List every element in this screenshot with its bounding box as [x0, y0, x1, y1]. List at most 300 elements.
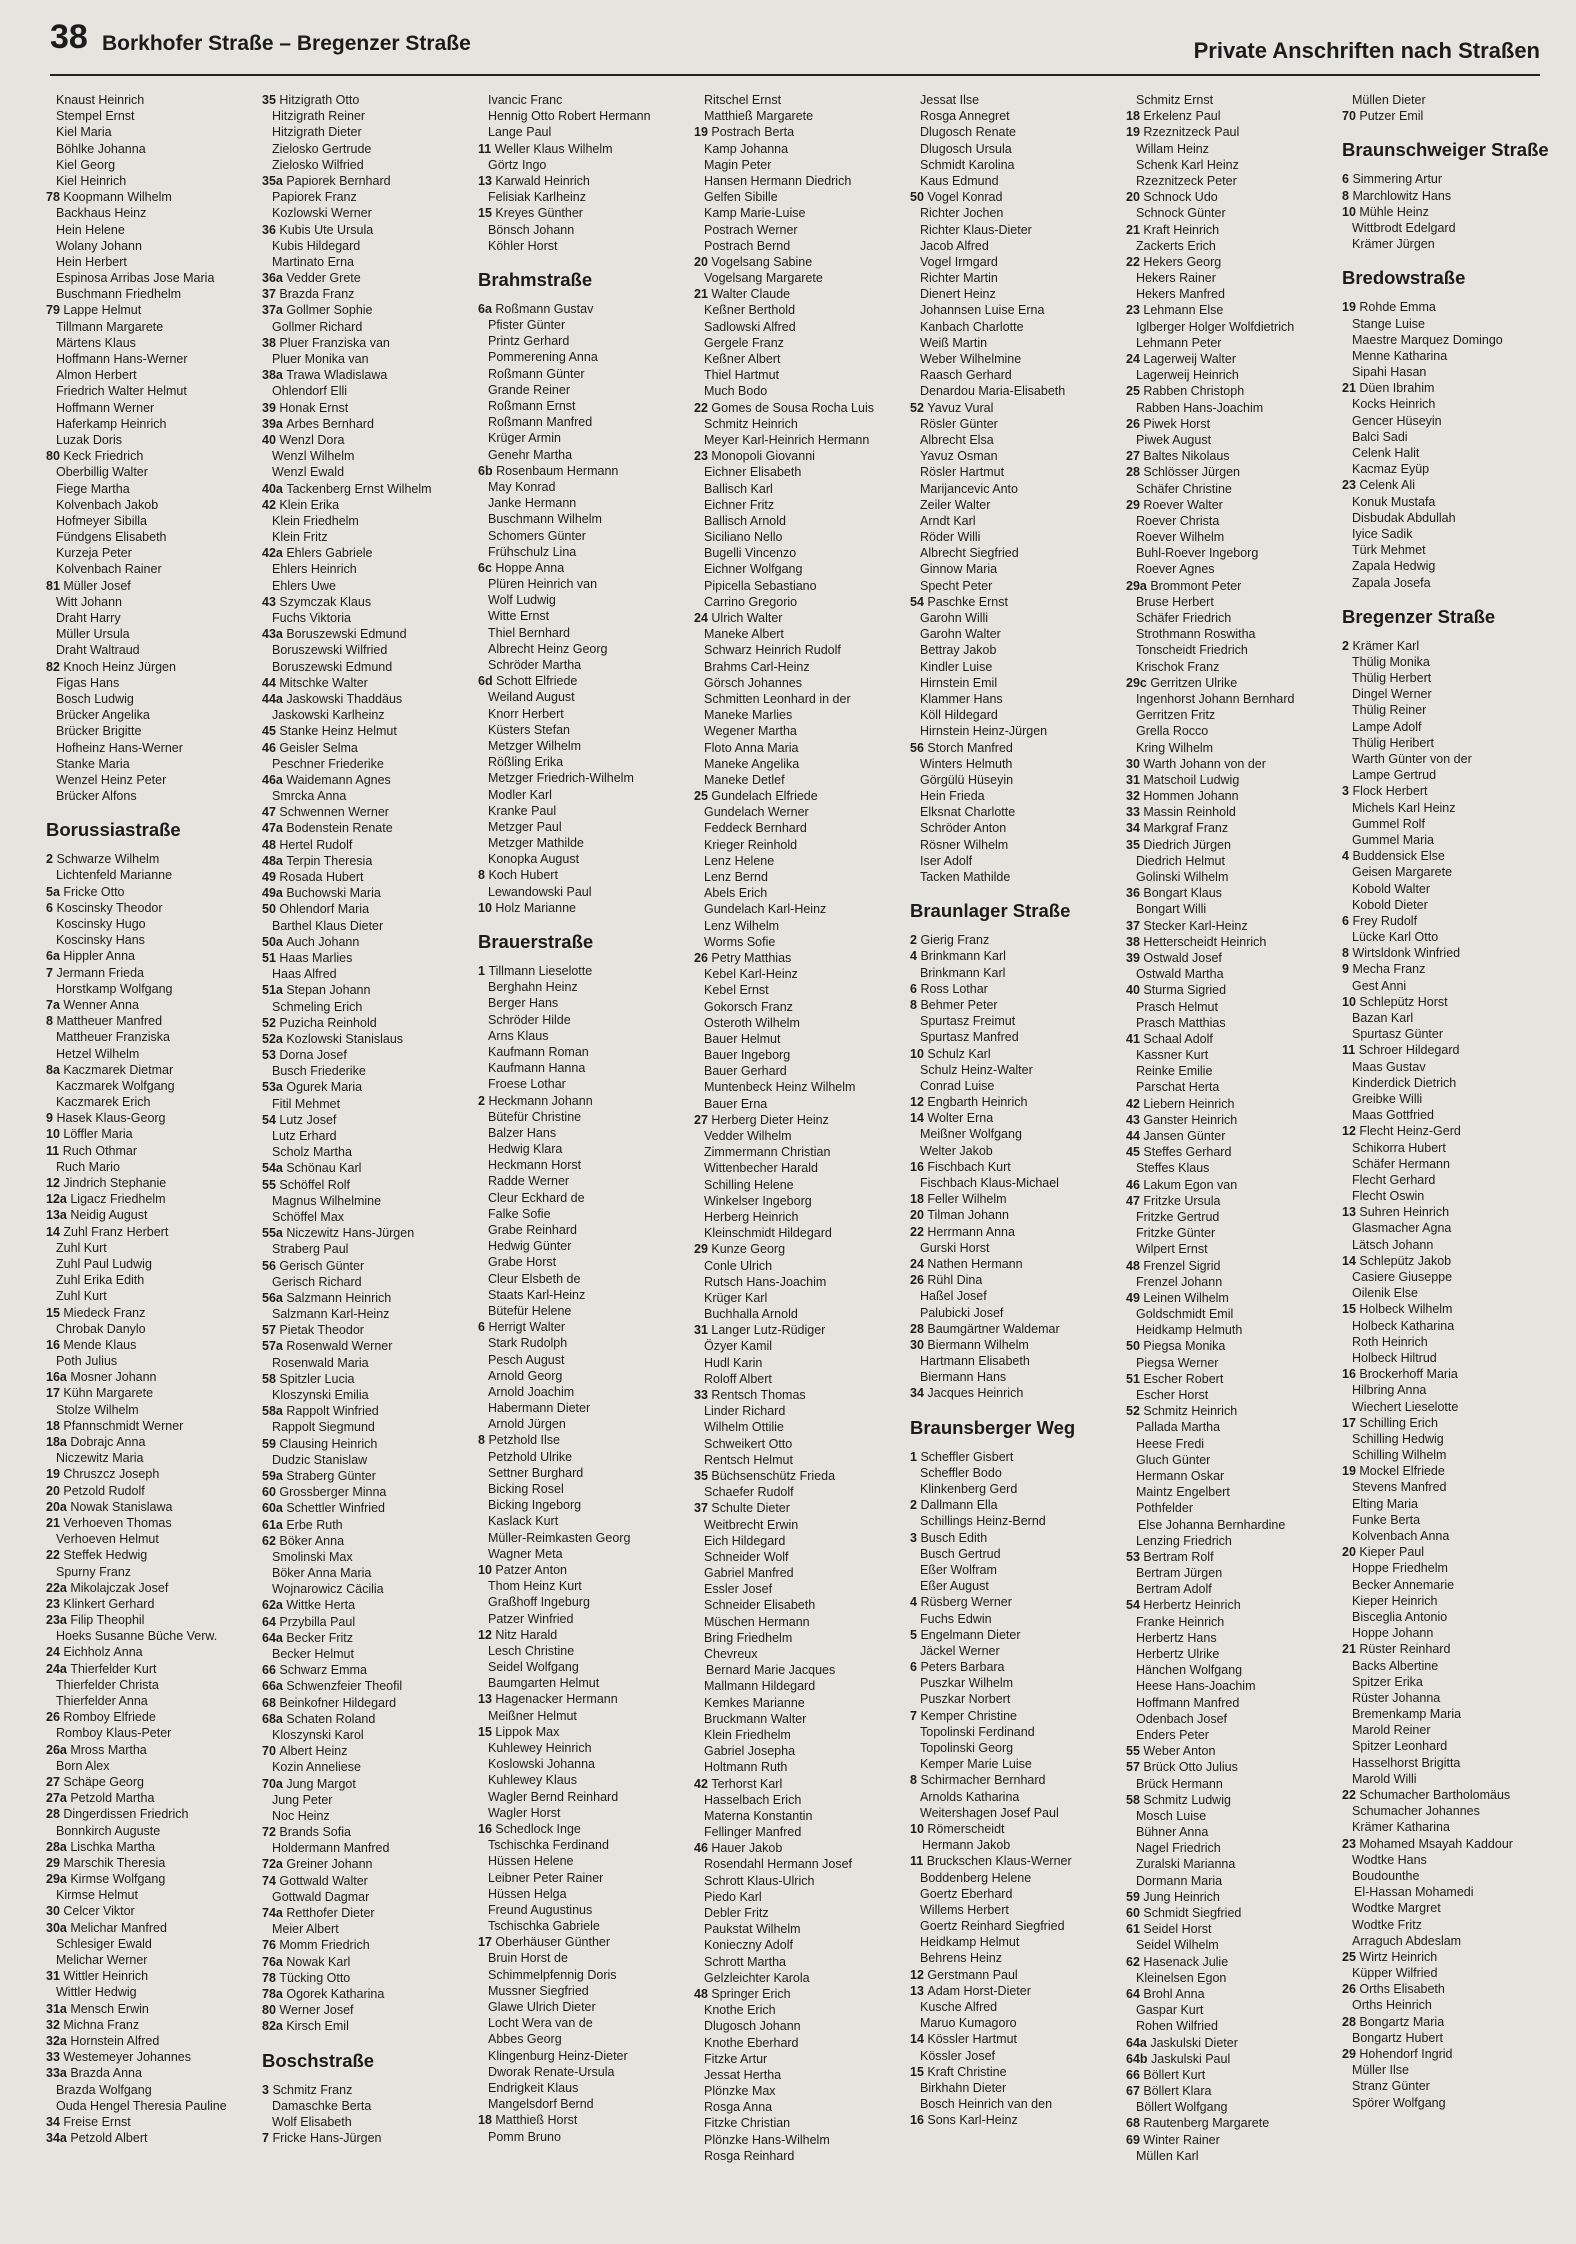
resident-name: Lippok Max — [495, 1724, 560, 1739]
resident-name: Wenzl Wilhelm — [272, 449, 355, 464]
resident-name: Dingerdissen Friedrich — [63, 1807, 189, 1822]
resident-name: Wittbrodt Edelgard — [1352, 220, 1456, 235]
address-entry — [694, 642, 904, 658]
resident-name: Kolvenbach Jakob — [56, 497, 159, 512]
address-entry — [1342, 1431, 1552, 1447]
address-entry — [478, 1659, 688, 1675]
address-entry — [1342, 1188, 1552, 1204]
resident-name: Zackerts Erich — [1136, 238, 1216, 253]
address-entry — [262, 1776, 472, 1792]
address-entry — [262, 1047, 472, 1063]
resident-name: Bongartz Hubert — [1352, 2030, 1444, 2045]
resident-name: Albrecht Siegfried — [920, 546, 1019, 561]
address-entry — [478, 205, 688, 221]
address-entry — [910, 1353, 1120, 1369]
address-entry — [262, 1824, 472, 1840]
house-number: 39a — [262, 416, 287, 431]
resident-name: Knoch Heinz Jürgen — [63, 659, 176, 674]
resident-name: Lischka Martha — [70, 1839, 156, 1854]
address-entry — [910, 286, 1120, 302]
address-entry — [1126, 1808, 1336, 1824]
resident-name: Papiorek Franz — [272, 190, 357, 205]
address-entry — [1342, 2046, 1552, 2062]
resident-name: Buschmann Friedhelm — [56, 287, 182, 302]
address-entry — [1342, 1463, 1552, 1479]
house-number: 35 — [262, 93, 280, 107]
resident-name: Kemper Christine — [920, 1708, 1018, 1723]
house-number: 13 — [1342, 1205, 1360, 1220]
house-number: 4 — [1342, 849, 1353, 864]
resident-name: Verhoeven Helmut — [56, 1532, 159, 1547]
resident-name: Ulrich Walter — [711, 611, 783, 625]
street-heading: Braunlager Straße — [910, 900, 1071, 922]
house-number: 36 — [1126, 886, 1144, 901]
house-number: 53a — [262, 1080, 287, 1095]
resident-name: Roth Heinrich — [1352, 1334, 1428, 1349]
resident-name: Klammer Hans — [920, 691, 1003, 706]
resident-name: Rosga Annegret — [920, 109, 1010, 124]
resident-name: Albrecht Elsa — [920, 432, 994, 447]
resident-name: Celenk Halit — [1352, 446, 1420, 460]
resident-name: Bruckschen Klaus-Werner — [926, 1854, 1072, 1869]
resident-name: Bugelli Vincenzo — [704, 546, 797, 561]
resident-name: Celcer Viktor — [63, 1904, 135, 1919]
address-entry — [478, 1870, 688, 1886]
resident-name: Boddenberg Helene — [920, 1870, 1032, 1885]
resident-name: Flecht Gerhard — [1352, 1172, 1436, 1187]
address-entry — [478, 495, 688, 511]
address-entry — [694, 254, 904, 270]
address-entry — [478, 1109, 688, 1125]
address-entry — [478, 222, 688, 238]
address-entry — [1342, 945, 1552, 961]
house-number: 20 — [910, 1208, 928, 1223]
house-number: 59a — [262, 1468, 287, 1483]
house-number: 55 — [262, 1177, 280, 1192]
resident-name: Barthel Klaus Dieter — [272, 918, 384, 933]
resident-name: Piwek Horst — [1143, 416, 1211, 431]
address-entry — [910, 2112, 1120, 2128]
resident-name: Cleur Eckhard de — [488, 1190, 585, 1205]
resident-name: Lewandowski Paul — [488, 884, 592, 899]
resident-name: Behrens Heinz — [920, 1951, 1002, 1966]
house-number: 47a — [262, 821, 287, 836]
address-entry — [910, 383, 1120, 399]
resident-name: Froese Lothar — [488, 1077, 566, 1092]
resident-name: Rabben Christoph — [1143, 384, 1245, 399]
resident-name: Sadlowski Alfred — [704, 319, 796, 334]
address-entry — [1126, 804, 1336, 820]
resident-name: Wojnarowicz Cäcilia — [272, 1582, 384, 1597]
resident-name: Zapala Hedwig — [1352, 559, 1436, 574]
address-entry — [46, 1207, 256, 1223]
address-entry — [694, 1954, 904, 1970]
house-number: 56a — [262, 1290, 287, 1305]
resident-name: Bettray Jakob — [920, 643, 997, 658]
address-entry — [478, 1157, 688, 1173]
resident-name: Diedrich Jürgen — [1143, 837, 1231, 852]
house-number: 23 — [1126, 303, 1144, 318]
house-number: 44a — [262, 691, 287, 706]
house-number: 21 — [694, 287, 712, 302]
address-entry — [46, 2033, 256, 2049]
address-entry — [910, 1078, 1120, 1094]
address-entry — [478, 1578, 688, 1594]
address-entry — [46, 1288, 256, 1304]
resident-name: Maruo Kumagoro — [920, 2016, 1017, 2031]
address-entry — [694, 820, 904, 836]
address-entry — [694, 432, 904, 448]
house-number: 34 — [46, 2114, 64, 2129]
house-number: 20 — [1126, 190, 1144, 205]
resident-name: Kiel Heinrich — [56, 173, 127, 188]
address-entry — [1126, 772, 1336, 788]
resident-name: Albrecht Heinz Georg — [488, 641, 608, 656]
address-entry — [478, 851, 688, 867]
resident-name: Backs Albertine — [1352, 1658, 1439, 1673]
resident-name: Raasch Gerhard — [920, 368, 1012, 383]
resident-name: Rösner Wilhelm — [920, 837, 1009, 852]
resident-name: Schmitz Heinrich — [704, 416, 798, 431]
address-entry — [46, 1159, 256, 1175]
resident-name: Schlesiger Ewald — [56, 1936, 152, 1951]
address-entry — [694, 869, 904, 885]
house-number: 51a — [262, 983, 287, 998]
address-entry — [1126, 1047, 1336, 1063]
address-entry — [46, 740, 256, 756]
address-entry — [46, 2082, 256, 2098]
address-entry — [1126, 901, 1336, 917]
resident-name: Gottwald Dagmar — [272, 1889, 370, 1904]
resident-name: Rühl Dina — [927, 1273, 983, 1288]
address-entry — [46, 189, 256, 205]
resident-name: Eichner Elisabeth — [704, 465, 802, 480]
resident-name: Stolze Wilhelm — [56, 1402, 139, 1417]
address-entry — [1342, 1738, 1552, 1754]
house-number: 45 — [262, 724, 280, 739]
resident-name: Gluch Günter — [1136, 1452, 1211, 1467]
resident-name: Kebel Karl-Heinz — [704, 967, 798, 982]
resident-name: Rosga Reinhard — [704, 2148, 795, 2163]
resident-name: Witte Ernst — [488, 609, 550, 624]
address-entry — [910, 2015, 1120, 2031]
house-number: 3 — [262, 2082, 273, 2097]
address-entry — [910, 1240, 1120, 1256]
address-entry — [910, 869, 1120, 885]
resident-name: Marold Willi — [1352, 1771, 1417, 1786]
address-entry — [910, 464, 1120, 480]
address-entry — [478, 738, 688, 754]
address-entry — [478, 317, 688, 333]
resident-name: Jessat Hertha — [704, 2067, 782, 2082]
resident-name: Mikolajczak Josef — [70, 1580, 169, 1595]
resident-name: Maneke Angelika — [704, 756, 800, 771]
resident-name: Busch Friederike — [272, 1064, 366, 1079]
resident-name: Stecker Karl-Heinz — [1143, 918, 1248, 933]
house-number: 2 — [910, 933, 921, 948]
resident-name: Gergele Franz — [704, 335, 784, 350]
address-entry — [910, 1062, 1120, 1078]
resident-name: Lehmann Peter — [1136, 335, 1222, 350]
resident-name: Seidel Horst — [1143, 1922, 1212, 1937]
address-entry — [694, 1759, 904, 1775]
house-number: 8 — [478, 1433, 489, 1448]
resident-name: Kindler Luise — [920, 659, 993, 674]
address-entry — [46, 1644, 256, 1660]
resident-name: Printz Gerhard — [488, 334, 570, 349]
resident-name: Karwald Heinrich — [495, 173, 590, 188]
house-number: 24 — [910, 1256, 928, 1271]
resident-name: Falke Sofie — [488, 1206, 551, 1221]
resident-name: Abels Erich — [704, 886, 768, 901]
resident-name: Jung Margot — [286, 1776, 356, 1791]
resident-name: Conle Ulrich — [704, 1258, 773, 1273]
address-entry — [694, 1419, 904, 1435]
address-entry — [694, 141, 904, 157]
address-entry — [1126, 157, 1336, 173]
resident-name: Ogorek Katharina — [286, 1986, 385, 2001]
address-entry — [262, 804, 472, 820]
address-entry — [46, 1369, 256, 1385]
resident-name: Modler Karl — [488, 787, 552, 802]
house-number: 78 — [46, 190, 64, 205]
house-number: 57 — [262, 1323, 280, 1338]
house-number: 22 — [1342, 1788, 1360, 1802]
house-number: 18 — [1126, 109, 1144, 124]
resident-name: Paschke Ernst — [927, 594, 1008, 609]
address-entry — [46, 222, 256, 238]
resident-name: Klein Erika — [279, 497, 340, 512]
address-entry — [1126, 497, 1336, 513]
address-entry — [478, 625, 688, 641]
address-entry — [694, 804, 904, 820]
resident-name: Rzeznitzeck Peter — [1136, 173, 1237, 188]
resident-name: Rautenberg Margarete — [1143, 2116, 1270, 2131]
resident-name: Hasek Klaus-Georg — [56, 1111, 166, 1126]
house-number: 15 — [478, 1724, 496, 1739]
resident-name: Pommerening Anna — [488, 350, 598, 365]
resident-name: Schumacher Bartholomäus — [1359, 1788, 1511, 1802]
address-entry — [694, 1241, 904, 1257]
resident-name: Herrmann Anna — [927, 1224, 1015, 1239]
house-number: 26 — [1342, 1982, 1360, 1997]
address-entry — [46, 1758, 256, 1774]
address-entry — [478, 447, 688, 463]
address-entry — [1126, 1759, 1336, 1775]
address-entry — [1126, 1436, 1336, 1452]
address-entry — [46, 2049, 256, 2065]
resident-name: Seidel Wolfgang — [488, 1660, 579, 1675]
resident-name: Bruckmann Walter — [704, 1711, 807, 1726]
address-entry — [478, 1724, 688, 1740]
house-number: 5 — [910, 1627, 921, 1642]
address-entry — [262, 1695, 472, 1711]
resident-name: Brinkmann Karl — [920, 949, 1006, 964]
resident-name: Lutz Josef — [279, 1112, 337, 1127]
address-entry — [1342, 1399, 1552, 1415]
resident-name: Lehmann Else — [1143, 303, 1224, 318]
resident-name: Lampe Gertrud — [1352, 768, 1437, 783]
address-columns — [46, 92, 1552, 2212]
resident-name: Pipicella Sebastiano — [704, 578, 817, 593]
address-entry — [910, 1772, 1120, 1788]
address-entry — [46, 367, 256, 383]
house-number: 62a — [262, 1598, 287, 1613]
address-entry — [478, 1530, 688, 1546]
house-number: 6 — [1342, 913, 1353, 928]
resident-name: Gelfen Sibille — [704, 190, 778, 205]
address-entry — [694, 691, 904, 707]
address-entry — [694, 1063, 904, 1079]
resident-name: Kirsch Emil — [286, 2019, 349, 2034]
resident-name: Steffes Klaus — [1136, 1161, 1210, 1176]
house-number: 61a — [262, 1517, 287, 1532]
address-entry — [262, 173, 472, 189]
address-entry — [262, 1128, 472, 1144]
address-entry — [1342, 1091, 1552, 1107]
house-number: 49 — [262, 870, 280, 884]
address-entry — [694, 2083, 904, 2099]
address-entry — [1126, 2002, 1336, 2018]
house-number: 21 — [1342, 381, 1360, 396]
resident-name: Brockerhoff Maria — [1359, 1367, 1458, 1382]
house-number: 33 — [1126, 805, 1144, 820]
address-entry — [46, 2017, 256, 2033]
address-entry — [1342, 1560, 1552, 1576]
resident-name: Wiechert Lieselotte — [1352, 1399, 1459, 1414]
house-number: 74a — [262, 1906, 287, 1920]
house-number: 6a — [478, 301, 496, 316]
address-entry — [1342, 1447, 1552, 1463]
address-entry — [46, 1936, 256, 1952]
address-entry — [1342, 1949, 1552, 1965]
resident-name: Schröder Anton — [920, 821, 1007, 836]
resident-name: Graßhoff Ingeburg — [488, 1595, 590, 1610]
resident-name: Roßmann Gustav — [495, 301, 594, 316]
house-number: 12 — [478, 1627, 496, 1642]
address-entry — [478, 2048, 688, 2064]
address-entry — [694, 934, 904, 950]
resident-name: Pfister Günter — [488, 318, 566, 333]
resident-name: Kaczmarek Wolfgang — [56, 1078, 175, 1093]
resident-name: Görgülü Hüseyin — [920, 772, 1014, 787]
address-entry — [1126, 1322, 1336, 1338]
address-entry — [262, 1403, 472, 1419]
resident-name: Holtmann Ruth — [704, 1760, 788, 1775]
address-entry — [1126, 92, 1336, 108]
house-number: 1 — [910, 1449, 921, 1464]
resident-name: Krischok Franz — [1136, 659, 1220, 674]
address-entry — [1126, 740, 1336, 756]
house-number: 78 — [262, 1970, 280, 1985]
house-number: 8 — [910, 997, 921, 1012]
address-entry — [1342, 864, 1552, 880]
address-entry — [694, 837, 904, 853]
address-entry — [478, 398, 688, 414]
resident-name: Pesch August — [488, 1352, 565, 1367]
resident-name: Spitzler Lucia — [279, 1371, 355, 1386]
resident-name: Suhren Heinrich — [1359, 1205, 1450, 1220]
address-entry — [1342, 1965, 1552, 1981]
address-entry — [910, 1481, 1120, 1497]
house-number: 1 — [478, 964, 489, 978]
address-entry — [46, 270, 256, 286]
house-number: 6 — [910, 1660, 921, 1675]
address-entry — [694, 707, 904, 723]
address-entry — [694, 740, 904, 756]
resident-name: Franke Heinrich — [1136, 1614, 1225, 1629]
address-entry — [46, 1046, 256, 1062]
resident-name: Buchhalla Arnold — [704, 1307, 798, 1322]
address-entry — [1126, 1711, 1336, 1727]
address-entry — [910, 1305, 1120, 1321]
address-entry — [46, 1224, 256, 1240]
resident-name: Schrott Klaus-Ulrich — [704, 1873, 815, 1888]
resident-name: Gerritzen Ulrike — [1150, 675, 1238, 690]
resident-name: Köll Hildegard — [920, 708, 998, 723]
address-entry — [262, 1856, 472, 1872]
address-entry — [262, 1954, 472, 1970]
address-entry — [910, 1159, 1120, 1175]
resident-name: Müller-Reimkasten Georg — [488, 1530, 631, 1545]
address-entry — [694, 222, 904, 238]
address-entry — [1342, 299, 1552, 315]
resident-name: Spurny Franz — [56, 1564, 132, 1579]
address-entry — [46, 1418, 256, 1434]
address-entry — [694, 1565, 904, 1581]
address-entry — [478, 124, 688, 140]
house-number: 26 — [46, 1710, 64, 1725]
house-number: 37 — [1126, 918, 1144, 933]
resident-name: Kloszynski Karol — [272, 1727, 364, 1742]
house-number: 2 — [910, 1498, 921, 1513]
address-entry — [1126, 189, 1336, 205]
resident-name: Rosendahl Hermann Josef — [704, 1857, 852, 1872]
resident-name: Worms Sofie — [704, 934, 776, 949]
address-entry — [478, 1271, 688, 1287]
address-entry — [694, 1452, 904, 1468]
address-entry — [46, 1272, 256, 1288]
address-entry — [46, 1385, 256, 1401]
resident-name: Hedwig Klara — [488, 1142, 563, 1157]
resident-name: Nagel Friedrich — [1136, 1841, 1221, 1856]
resident-name: Buchowski Maria — [286, 886, 381, 901]
address-entry — [1126, 885, 1336, 901]
resident-name: Albert Heinz — [279, 1744, 348, 1759]
address-entry — [478, 1708, 688, 1724]
address-entry — [478, 1287, 688, 1303]
resident-name: Görsch Johannes — [704, 675, 802, 690]
resident-name: Postrach Berta — [711, 125, 795, 140]
resident-name: Grande Reiner — [488, 382, 570, 397]
resident-name: Thülig Monika — [1352, 654, 1430, 669]
address-entry — [1342, 1269, 1552, 1285]
address-entry — [478, 1173, 688, 1189]
address-entry — [478, 1611, 688, 1627]
resident-name: Frenzel Johann — [1136, 1274, 1223, 1289]
address-entry — [694, 561, 904, 577]
resident-name: Erkelenz Paul — [1143, 109, 1221, 124]
resident-name: Hüssen Helga — [488, 1886, 567, 1901]
resident-name: Marschik Theresia — [63, 1855, 166, 1870]
address-entry — [46, 2001, 256, 2017]
resident-name: Rentsch Helmut — [704, 1452, 793, 1467]
address-entry — [1126, 141, 1336, 157]
resident-name: Grossberger Minna — [279, 1485, 387, 1500]
address-entry — [262, 1436, 472, 1452]
house-number: 10 — [910, 1046, 928, 1061]
resident-name: Hoffmann Manfred — [1136, 1695, 1240, 1710]
